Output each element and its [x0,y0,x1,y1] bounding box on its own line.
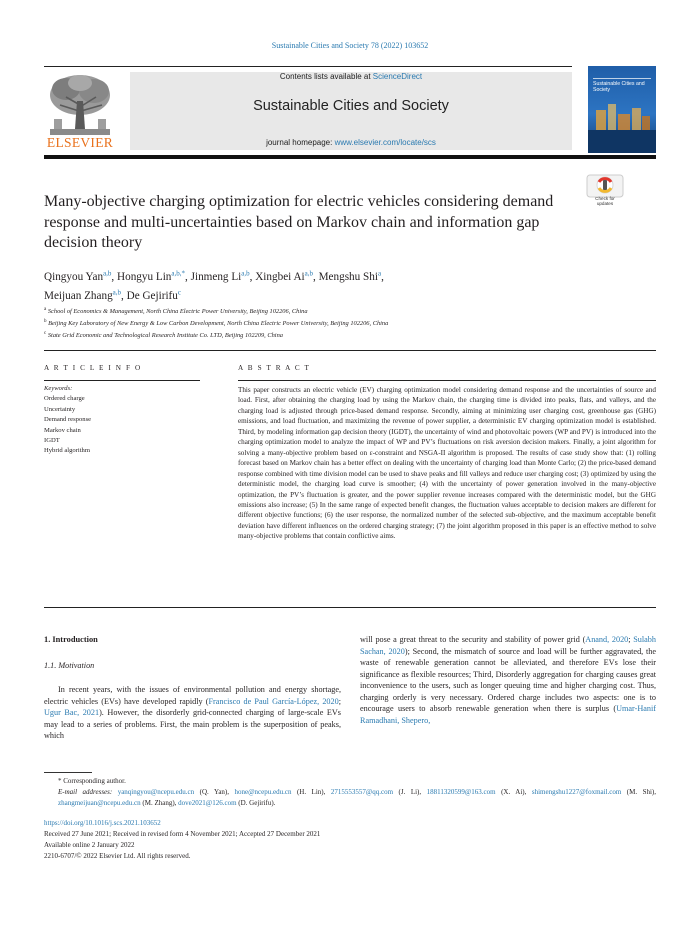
body-text: ). However, the disorderly grid-connected charging of large-scale EVs may lead to a series of problems. First, the main problem is the superposition of peaks, which [44,708,341,740]
email-link[interactable]: 2715553557@qq.com [330,788,394,796]
author-separator: , [313,270,319,283]
check-for-updates-icon [586,174,624,198]
elsevier-logo [44,71,116,151]
author-name: Meijuan Zhang [44,289,113,302]
keywords-block [44,384,200,457]
keyword: Hybrid algorithm [44,447,90,455]
keyword: Demand response [44,416,92,424]
contents-prefix: Contents lists available at [279,72,373,81]
journal-cover-icon [588,66,656,153]
available-online: Available online 2 January 2022 [44,841,135,849]
abstract-rule [238,380,656,381]
sciencedirect-link[interactable]: ScienceDirect [372,72,423,81]
email-link[interactable]: yanqingyou@ncepu.edu.cn [117,788,195,796]
cover-title: Sustainable Cities and Society [593,81,645,93]
masthead-bottom-rule [44,155,656,159]
email-owner: (X. Ai), [495,788,532,796]
affiliation [44,305,644,317]
contents-line [130,72,572,81]
author-name: Jinmeng Li [190,270,242,283]
masthead-top-rule [44,66,572,67]
author-affiliation-mark[interactable]: a,b [103,269,112,277]
body-column-right [360,634,656,726]
email-link[interactable]: shimengshu1227@foxmail.com [531,788,622,796]
article-title: Many-objective charging optimization for electric vehicles considering demand response and multi-uncertainties based on Markov chain and information gap decision theory [44,193,554,251]
check-for-updates-button[interactable] [586,174,624,210]
author-separator: , [381,270,384,283]
journal-cover[interactable] [588,66,656,153]
citation-link[interactable]: Sulabh Sachan, 2020 [360,635,656,656]
author-affiliation-mark[interactable]: a,b,* [171,269,186,277]
author-separator: , [121,289,127,302]
author[interactable] [319,271,384,283]
keyword-list [44,394,200,456]
section-heading-introduction: 1. Introduction [44,635,98,644]
email-owner: (Q. Yan), [194,788,235,796]
abstract-bottom-rule [44,607,656,608]
author-name: Qingyou Yan [44,270,104,283]
journal-homepage-link[interactable]: www.elsevier.com/locate/scs [334,138,436,147]
body-text: ); Second, the mismatch of source and load will be further aggravated, the waste of renewable generation cannot be alleviated, and therefore EVs lose their significance as flexible resources; Third, Disorderly aggregation for charging causes great inconvenience to the users, such as longer queuing time and higher charging cost. Thus, charging orderly is very necessary. Ordered charge includes two aspects: one is to encourage users to absorb renewable generation when there is surplus ( [360,646,656,713]
author-list [44,266,604,304]
author[interactable] [117,271,191,283]
author-name: De Gejirifu [126,289,178,302]
citation-link[interactable]: Francisco de Paul García-López, 2020 [208,696,339,706]
affiliation-text: School of Economics & Management, North China Electric Power University, Beijing 102206, China [47,308,308,316]
email-owner: (H. Lin), [291,788,331,796]
journal-reference[interactable]: Sustainable Cities and Society 78 (2022) 103652 [271,41,429,50]
footnote-rule [44,772,92,773]
body-text: ; [628,635,634,644]
email-link[interactable]: hone@ncepu.edu.cn [234,788,292,796]
author[interactable] [44,290,127,302]
email-addresses [44,787,656,809]
author[interactable] [44,271,117,283]
body-column-left [44,634,341,742]
email-owner: (D. Gejirifu). [236,799,276,807]
received-dates: Received 27 June 2021; Received in revised form 4 November 2021; Accepted 27 December 2021 [44,830,321,838]
author-name: Hongyu Lin [117,270,172,283]
article-metadata [44,818,656,862]
copyright: 2210-6707/© 2022 Elsevier Ltd. All rights reserved. [44,852,191,860]
affiliation [44,317,644,329]
author-affiliation-mark[interactable]: a [377,269,382,277]
author-name: Mengshu Shi [318,270,378,283]
author-affiliation-mark[interactable]: a,b [304,269,313,277]
email-label: E-mail addresses: [58,788,113,796]
affiliation-list [44,305,644,341]
corresponding-author-note: * Corresponding author. [58,777,126,785]
author-affiliation-mark[interactable]: c [177,288,181,297]
check-for-updates-label: Check for updates [595,196,615,207]
body-text: ; [338,696,341,706]
citation-link[interactable]: Umar-Hanif Ramadhani, Shepero, [360,704,656,725]
homepage-line [130,138,572,147]
author-separator: , [185,270,191,283]
article-info-top-rule [44,350,656,351]
affiliation-text: State Grid Economic and Technological Research Institute Co. LTD, Beijing 102209, China [47,332,283,340]
email-owner: (M. Zhang), [140,799,179,807]
doi-link[interactable]: https://doi.org/10.1016/j.scs.2021.103652 [44,819,161,827]
abstract-text: This paper constructs an electric vehicle (EV) charging optimization model considering demand response and the uncertainties of source and load. First, after obtaining the charging load by using the Markov chain, the charging time is divided into peaks, flats, and valleys, and the charging load is adjusted through price-based demand response. Secondly, aiming at minimizing user charging cost, greenhouse gas (GHG) emissions, and load fluctuation, and maximizing the revenue of power supplier, a deterministic EV charging optimization model is established. Third, by modeling information gap decision theory (IGDT), the uncertainty of wind and photovoltaic powers (WP and PV) is introduced into the charging optimization model to analyze the impact of WP and PV’s fluctuations on risk aversion decision makers. Finally, a joint algorithm for solving a many-objective problem based on ε-constraint and NSGA-II algorithm is proposed. The results of case study show that: (1) rolling forecast based on Markov chain has a better effect on dealing with the uncertainty of charging load than Monte Carlo; (2) the price-based demand response combined with time division model can be used to shave peaks and fill valleys and reduce user charging cost; (3) optimized by using the deterministic model, the charging load curve is smoother; (4) with the uncertainty of power generation involved in the many-objective optimization, the PV’s fluctuation is greater, and the power supplier revenue increases compared with the deterministic model, but the GHG emissions also increase; (5) In the same range of expected benefit changes, the fluctuation values acceptable to decision makers are different for different objective functions; (6) the user response, the normalized number of the selected sub-objective, and the maximum acceptable benefit deviation have different influences on the ordered charging strategy; (7) the joint algorithm proposed in this paper is an effective method to solve many-objective problems that contain conflictive aims. [238,386,656,541]
author[interactable] [191,271,256,283]
email-link[interactable]: dove2021@126.com [178,799,237,807]
affiliation-text: Beijing Key Laboratory of New Energy & Low Carbon Development, North China Electric Power University, Beijing 102206, China [48,320,389,328]
footnotes [44,776,656,809]
body-text: In recent years, with the issues of environmental pollution and energy shortage, electric vehicles (EVs) have developed rapidly ( [44,685,341,706]
email-owner: (J. Li), [393,788,427,796]
subsection-heading-motivation: 1.1. Motivation [44,660,95,670]
body-text: will pose a great threat to the security and stability of power grid ( [360,635,586,644]
email-link[interactable]: 18811320599@163.com [426,788,496,796]
article-info-rule [44,380,200,381]
citation-link[interactable]: Ugur Bac, 2021 [44,708,100,717]
email-link[interactable]: zhangmeijuan@ncepu.edu.cn [58,799,141,807]
citation-link[interactable]: Anand, 2020 [585,635,629,644]
keywords-label: Keywords: [44,385,73,392]
author-separator: , [249,270,256,283]
keyword: IGDT [44,437,60,445]
affiliation-mark: a [44,307,47,312]
abstract-heading: A B S T R A C T [238,364,311,372]
journal-title: Sustainable Cities and Society [253,98,449,114]
author[interactable] [255,271,318,283]
author[interactable] [127,290,181,302]
keyword: Uncertainty [44,405,76,413]
elsevier-wordmark: ELSEVIER [46,135,114,150]
author-affiliation-mark[interactable]: a,b [112,288,122,297]
affiliation-mark: b [44,319,47,325]
author-name: Xingbei Ai [255,270,305,283]
affiliation-mark: c [44,331,47,337]
author-affiliation-mark[interactable]: a,b [241,269,250,277]
article-info-heading: A R T I C L E I N F O [44,364,142,372]
keyword: Ordered charge [44,395,85,403]
author-separator: , [111,270,118,283]
keyword: Markov chain [44,426,81,434]
homepage-prefix: journal homepage: [266,138,335,147]
email-owner: (M. Shi), [621,788,656,796]
body-paragraph [44,684,341,742]
affiliation [44,329,644,341]
